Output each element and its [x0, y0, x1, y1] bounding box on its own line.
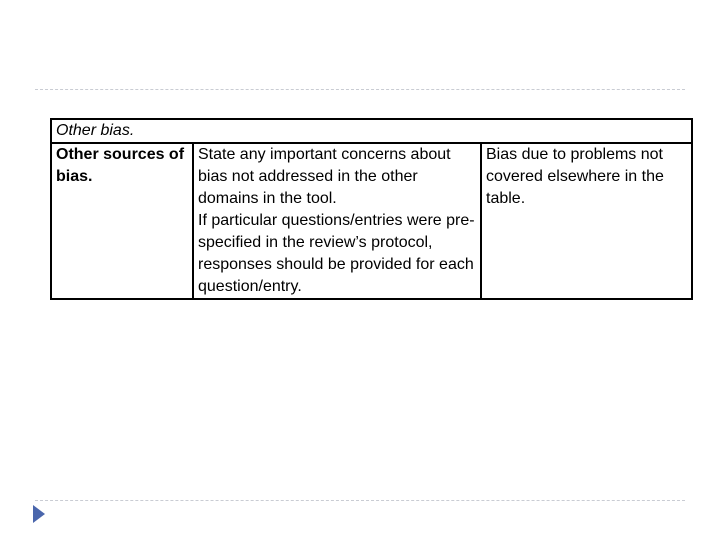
table-row	[51, 143, 692, 299]
domain-cell	[51, 143, 193, 299]
support-paragraph-2: If particular questions/entries were pre-specified in the review’s protocol, responses should be provided for each question/entry.	[198, 212, 475, 295]
risk-of-bias-table	[50, 118, 693, 300]
bottom-divider	[35, 500, 685, 501]
table-header-row	[51, 119, 692, 143]
support-paragraph-1: State any important concerns about bias not addressed in the other domains in the tool.	[198, 146, 451, 207]
table-header-cell: Other bias.	[51, 119, 692, 143]
top-divider	[35, 89, 685, 90]
judgement-text: Bias due to problems not covered elsewhere in the table.	[486, 146, 664, 207]
judgement-cell	[481, 143, 692, 299]
domain-label: Other sources of bias.	[56, 146, 185, 185]
support-cell	[193, 143, 481, 299]
triangle-bullet-icon	[32, 504, 46, 524]
